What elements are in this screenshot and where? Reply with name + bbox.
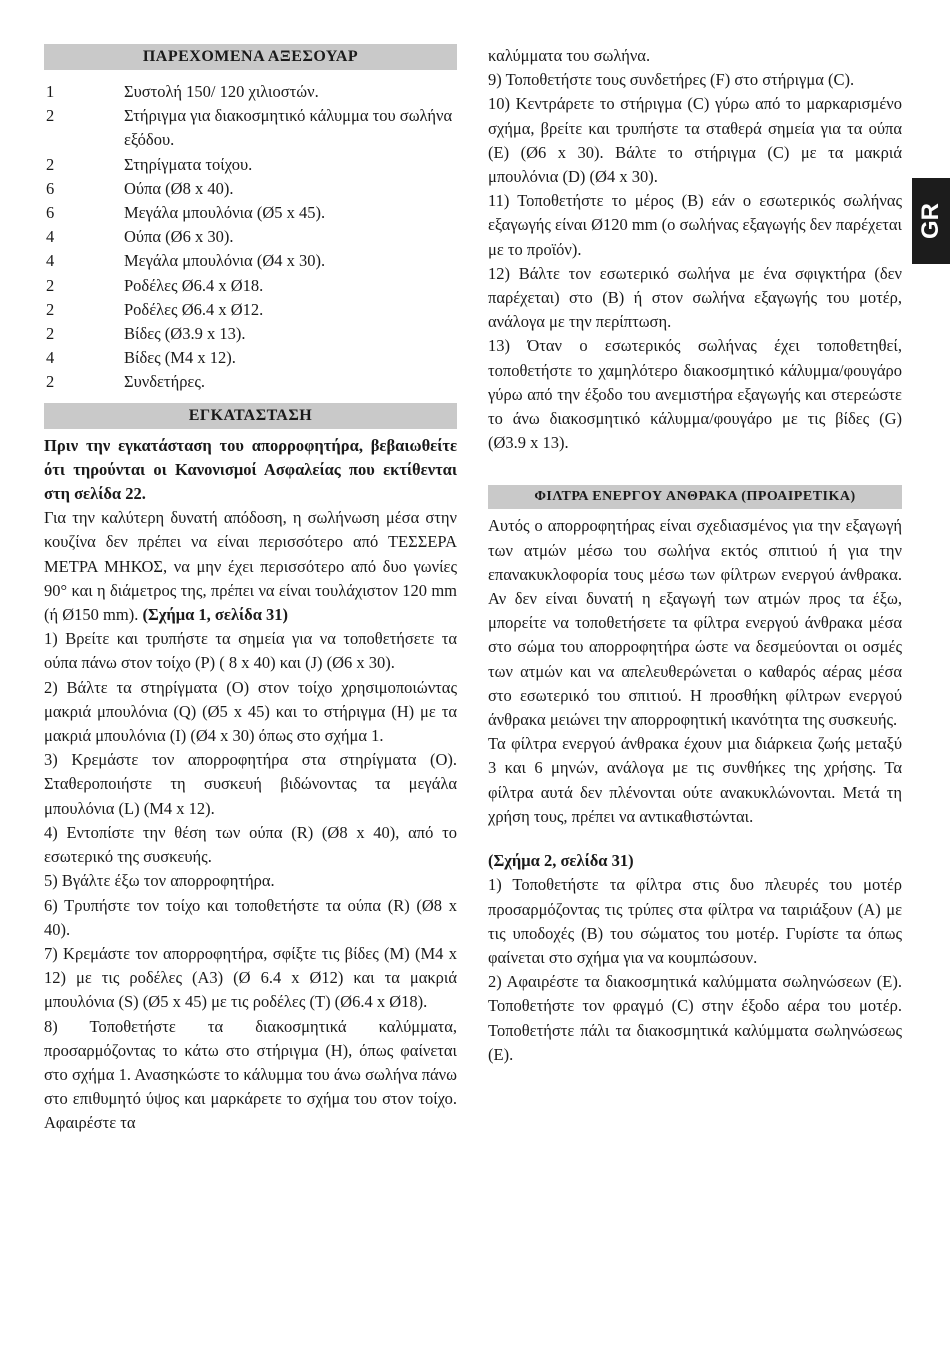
accessory-description: Μεγάλα μπουλόνια (Ø5 x 45). [124,203,326,223]
accessory-description: Ούπα (Ø8 x 40). [124,178,234,198]
installation-intro-text: Για την καλύτερη δυνατή απόδοση, η σωλήνωση μέσα στην κουζίνα δεν πρέπει να είναι περισσότερο από ΤΕΣΣΕΡΑ ΜΕΤΡΑ ΜΗΚΟΣ, να μην έχει περισσότερο από δυο γωνίες 90° και η διάμετρος της, πρέπει να είναι τουλάχιστον 120 mm (ή Ø150 mm). [44,508,457,625]
accessory-item [44,104,457,152]
accessory-quantity: 4 [46,227,55,247]
accessory-item [44,322,457,346]
accessory-item [44,201,457,225]
accessory-item [44,249,457,273]
installation-step: 13) Όταν ο εσωτερικός σωλήνας έχει τοποθετηθεί, τοποθετήστε το χαμηλότερο διακοσμητικό κάλυμμα/φουγάρο γύρω από την έξοδο του ανεμιστήρα εξαγωγής και στερεώστε το άνω διακοσμητικό κάλυμμα/φουγάρο με τις βίδες (G) (Ø3.9 x 13). [488,336,902,453]
accessory-quantity: 4 [46,251,55,271]
accessory-description: Βίδες (M4 x 12). [124,348,236,368]
filters-figure-ref: (Σχήμα 2, σελίδα 31) [488,851,634,871]
filter-step: 2) Αφαιρέστε τα διακοσμητικά καλύμματα σωληνώσεων (E). Τοποθετήστε τον φραγμό (C) στην έξοδο αέρα του μοτέρ. Τοποθετήστε πάλι τα διακοσμητικά καλύμματα σωληνώσεως (E). [488,972,902,1064]
installation-step: 8) Τοποθετήστε τα διακοσμητικά καλύμματα, προσαρμόζοντας το κάτω στο στήριγμα (H), όπως φαίνεται στο σχήμα 1. Ανασηκώστε το κάλυμμα του άνω σωλήνα πάνω στο επιθυμητό ύψος και μαρκάρετε το σχήμα του στον τοίχο. Αφαιρέστε τα [44,1016,457,1133]
filter-step: 1) Τοποθετήστε τα φίλτρα στις δυο πλευρές του μοτέρ προσαρμόζοντας τις τρύπες στα φίλτρα να ταιριάξουν (A) με τις υποδοχές (B) του σώματος του μοτέρ. Γυρίστε τα όπως φαίνεται στο σχήμα για να κουμπώσουν. [488,875,902,967]
installation-step: 1) Βρείτε και τρυπήστε τα σημεία για να τοποθετήσετε τα ούπα πάνω στον τοίχο (P) ( 8 x 40) και (J) (Ø6 x 30). [44,629,457,673]
installation-step: 6) Τρυπήστε τον τοίχο και τοποθετήστε τα ούπα (R) (Ø8 x 40). [44,895,457,939]
accessory-item [44,177,457,201]
accessory-description: Βίδες (Ø3.9 x 13). [124,324,246,344]
installation-step: 7) Κρεμάστε τον απορροφητήρα, σφίξτε τις βίδες (M) (M4 x 12) με τις ροδέλες (A3) (Ø 6.4 x Ø12) και τα μακριά μπουλόνια (S) (Ø5 x 45) με τις ροδέλες (T) (Ø6.4 x Ø18). [44,943,457,1012]
language-tab [912,178,950,264]
filters-paragraph-2: Τα φίλτρα ενεργού άνθρακα έχουν μια διάρκεια ζωής μεταξύ 3 και 6 μηνών, ανάλογα με τις συνθήκες της χρήσης. Τα φίλτρα αυτά δεν πλένονται ούτε ανακυκλώνονται. Μετά τη χρήση τους, πρέπει να αντικαθιστώνται. [488,734,902,826]
filters-steps [488,873,902,1067]
accessory-quantity: 1 [46,82,55,101]
accessory-description: Συνδετήρες. [124,372,206,392]
accessory-description: Στηρίγματα τοίχου. [124,154,253,174]
accessory-description: Στήριγμα για διακοσμητικό κάλυμμα του σωλήνα εξόδου. [124,106,453,150]
accessory-quantity: 2 [46,106,55,126]
installation-step: 9) Τοποθετήστε τους συνδετήρες (F) στο στήριγμα (C). [488,70,855,90]
filters-heading: ΦΙΛΤΡΑ ΕΝΕΡΓΟΥ ΑΝΘΡΑΚΑ (ΠΡΟΑΙΡΕΤΙΚΑ) [488,485,902,509]
accessory-item [44,370,457,394]
installation-step: 2) Βάλτε τα στηρίγματα (O) στον τοίχο χρησιμοποιώντας μακριά μπουλόνια (Q) (Ø5 x 45) και το στήριγμα (H) με τα μακριά μπουλόνια (I) (Ø4 x 30) όπως στο σχήμα 1. [44,677,457,746]
accessory-description: Ροδέλες Ø6.4 x Ø12. [124,299,264,319]
accessory-quantity: 2 [46,275,55,295]
accessory-quantity: 2 [46,154,55,174]
safety-warning: Πριν την εγκατάσταση του απορροφητήρα, βεβαιωθείτε ότι τηρούνται οι Κανονισμοί Ασφαλείας που εκτίθενται στη σελίδα 22. [44,435,457,504]
accessory-item [44,225,457,249]
accessory-quantity: 4 [46,348,55,368]
installation-step: 4) Εντοπίστε την θέση των ούπα (R) (Ø8 x 40), από το εσωτερικό της συσκευής. [44,822,457,867]
accessory-quantity: 2 [46,372,55,392]
installation-intro [44,506,457,627]
accessory-description: Συστολή 150/ 120 χιλιοστών. [124,82,319,101]
installation-step: 11) Τοποθετήστε το μέρος (B) εάν ο εσωτερικός σωλήνας εξαγωγής είναι Ø120 mm (ο σωλήνας εξαγωγής δεν παρέχεται με το προϊόν). [488,191,902,259]
right-column [488,44,902,1067]
accessory-description: Ροδέλες Ø6.4 x Ø18. [124,275,264,295]
installation-step: καλύμματα του σωλήνα. [488,46,651,65]
accessory-item [44,80,457,104]
accessory-item [44,298,457,322]
accessory-item [44,346,457,370]
accessory-quantity: 6 [46,178,55,198]
accessory-description: Ούπα (Ø6 x 30). [124,227,234,247]
installation-steps-left [44,627,457,1135]
accessory-item [44,153,457,177]
accessory-item [44,274,457,298]
installation-step: 12) Βάλτε τον εσωτερικό σωλήνα με ένα σφιγκτήρα (δεν παρέχεται) στο (B) ή στον σωλήνα εξαγωγής του μοτέρ, ανάλογα με την περίπτωση. [488,263,902,332]
installation-steps-right [488,44,902,455]
accessories-heading: ΠΑΡΕΧΟΜΕΝΑ ΑΞΕΣΟΥΑΡ [44,44,457,70]
left-column [44,44,457,1136]
accessories-list [44,80,457,395]
installation-step: 5) Βγάλτε έξω τον απορροφητήρα. [44,871,275,891]
accessory-quantity: 2 [46,299,55,319]
installation-step: 3) Κρεμάστε τον απορροφητήρα στα στηρίγματα (O). Σταθεροποιήστε τη συσκευή βιδώνοντας τα μεγάλα μπουλόνια (L) (M4 x 12). [44,750,457,818]
installation-heading: ΕΓΚΑΤΑΣΤΑΣΗ [44,403,457,429]
accessory-quantity: 6 [46,203,55,223]
language-tab-label: GR [917,203,944,239]
accessory-quantity: 2 [46,324,55,344]
accessory-description: Μεγάλα μπουλόνια (Ø4 x 30). [124,251,326,271]
installation-figure-ref: (Σχήμα 1, σελίδα 31) [142,605,289,625]
filters-paragraph-1: Αυτός ο απορροφητήρας είναι σχεδιασμένος για την εξαγωγή των ατμών μέσω του σωλήνα εκτός σπιτιού ή για την επανακυκλοφορία τους μέσω των φίλτρων ενεργού άνθρακα. Αν δεν είναι δυνατή η εξαγωγή των ατμών προς τα έξω, μπορείτε να τοποθετήσετε τα φίλτρα ενεργού άνθρακα μέσα στο σώμα του απορροφητήρα ώστε να δεσμεύονται οι οσμές των ατμών και να απελευθερώνεται ο καθαρός αέρας μέσα στο εσωτερικό του σπιτιού. Η προσθήκη φίλτρων ενεργού άνθρακα μειώνει την απορροφητική ικανότητα της συσκευής. [488,516,902,730]
installation-step: 10) Κεντράρετε το στήριγμα (C) γύρω από το μαρκαρισμένο σχήμα, βρείτε και τρυπήστε τα σταθερά σημεία για τα ούπα (E) (Ø6 x 30). Βάλτε το στήριγμα (C) με τα μακριά μπουλόνια (D) (Ø4 x 30). [488,94,902,187]
